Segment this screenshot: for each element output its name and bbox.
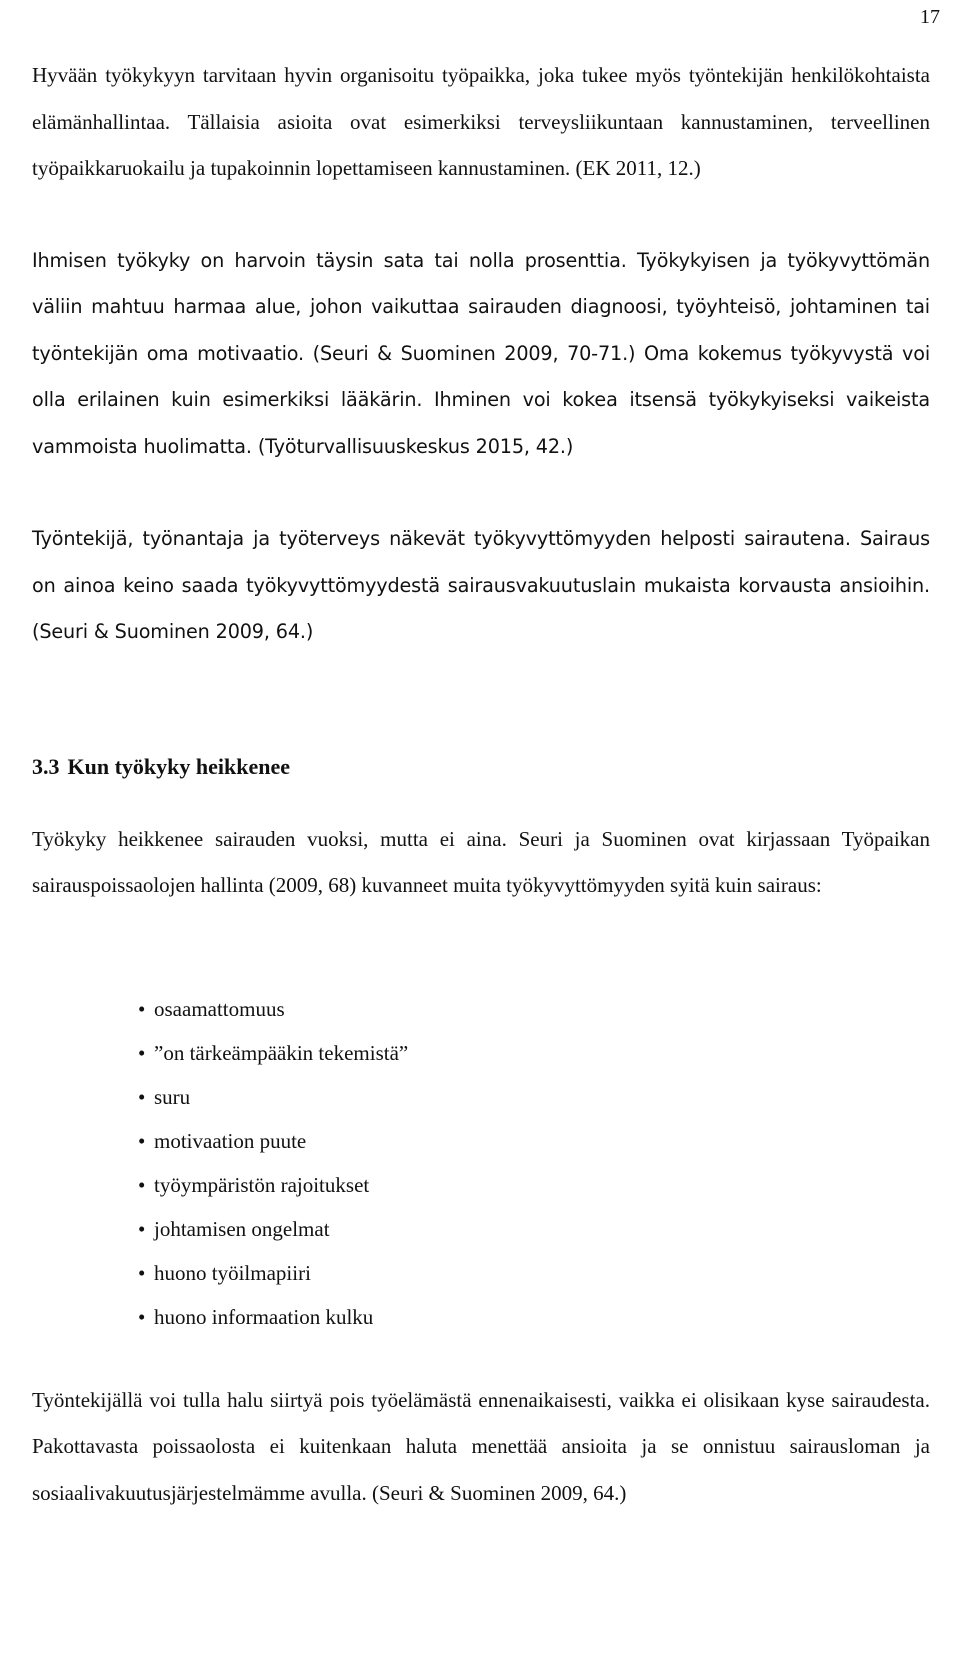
section-title: Kun työkyky heikkenee [67,753,290,779]
paragraph-work-ability-gray-area: Ihmisen työkyky on harvoin täysin sata tai nolla prosenttia. Työkykyisen ja työkyvyttömän väliin mahtuu harmaa alue, johon vaikuttaa sairauden diagnoosi, työyhteisö, johtaminen tai työntekijän oma motivaatio. (Seuri & Suominen 2009, 70-71.) Oma kokemus työkyvystä voi olla erilainen kuin esimerkiksi lääkärin. Ihminen voi kokea itsensä työkykyiseksi vaikeista vammoista huolimatta. (Työturvallisuuskeskus 2015, 42.) [32,248,930,458]
paragraph-early-retirement: Työntekijällä voi tulla halu siirtyä pois työelämästä ennenaikaisesti, vaikka ei olisikaan kyse sairaudesta. Pakottavasta poissaolosta ei kuitenkaan haluta menettää ansioita ja se onnistuu sairausloman ja sosiaalivakuutusjärjestelmämme avulla. (Seuri & Suominen 2009, 64.) [32,1387,930,1505]
list-item: • huono informaation kulku [138,1295,930,1339]
causes-list [32,987,930,1339]
paragraph-work-ability-support: Hyvään työkykyyn tarvitaan hyvin organisoitu työpaikka, joka tukee myös työntekijän henkilökohtaista elämänhallintaa. Tällaisia asioita ovat esimerkiksi terveysliikuntaan kannustaminen, terveellinen työpaikkaruokailu ja tupakoinnin lopettamiseen kannustaminen. (EK 2011, 12.) [32,63,930,180]
page-number: 17 [920,6,940,28]
list-item: • työympäristön rajoitukset [138,1163,930,1207]
section-heading [32,742,930,792]
list-item: • motivaation puute [138,1119,930,1163]
paragraph-causes-intro: Työkyky heikkenee sairauden vuoksi, mutta ei aina. Seuri ja Suominen ovat kirjassaan Työpaikan sairauspoissaolojen hallinta (2009, 68) kuvanneet muita työkyvyttömyyden syitä kuin sairaus: [32,826,930,897]
paragraph-illness-as-incapacity: Työntekijä, työnantaja ja työterveys näkevät työkyvyttömyyden helposti sairautena. Sairaus on ainoa keino saada työkyvyttömyydestä sairausvakuutuslain mukaista korvausta ansioihin. (Seuri & Suominen 2009, 64.) [32,527,930,643]
page-content [32,52,930,1516]
list-item: • ”on tärkeämpääkin tekemistä” [138,1031,930,1075]
list-item: • suru [138,1075,930,1119]
section-number: 3.3 [32,753,60,779]
list-item: • johtamisen ongelmat [138,1207,930,1251]
list-item: • huono työilmapiiri [138,1251,930,1295]
list-item: • osaamattomuus [138,987,930,1031]
